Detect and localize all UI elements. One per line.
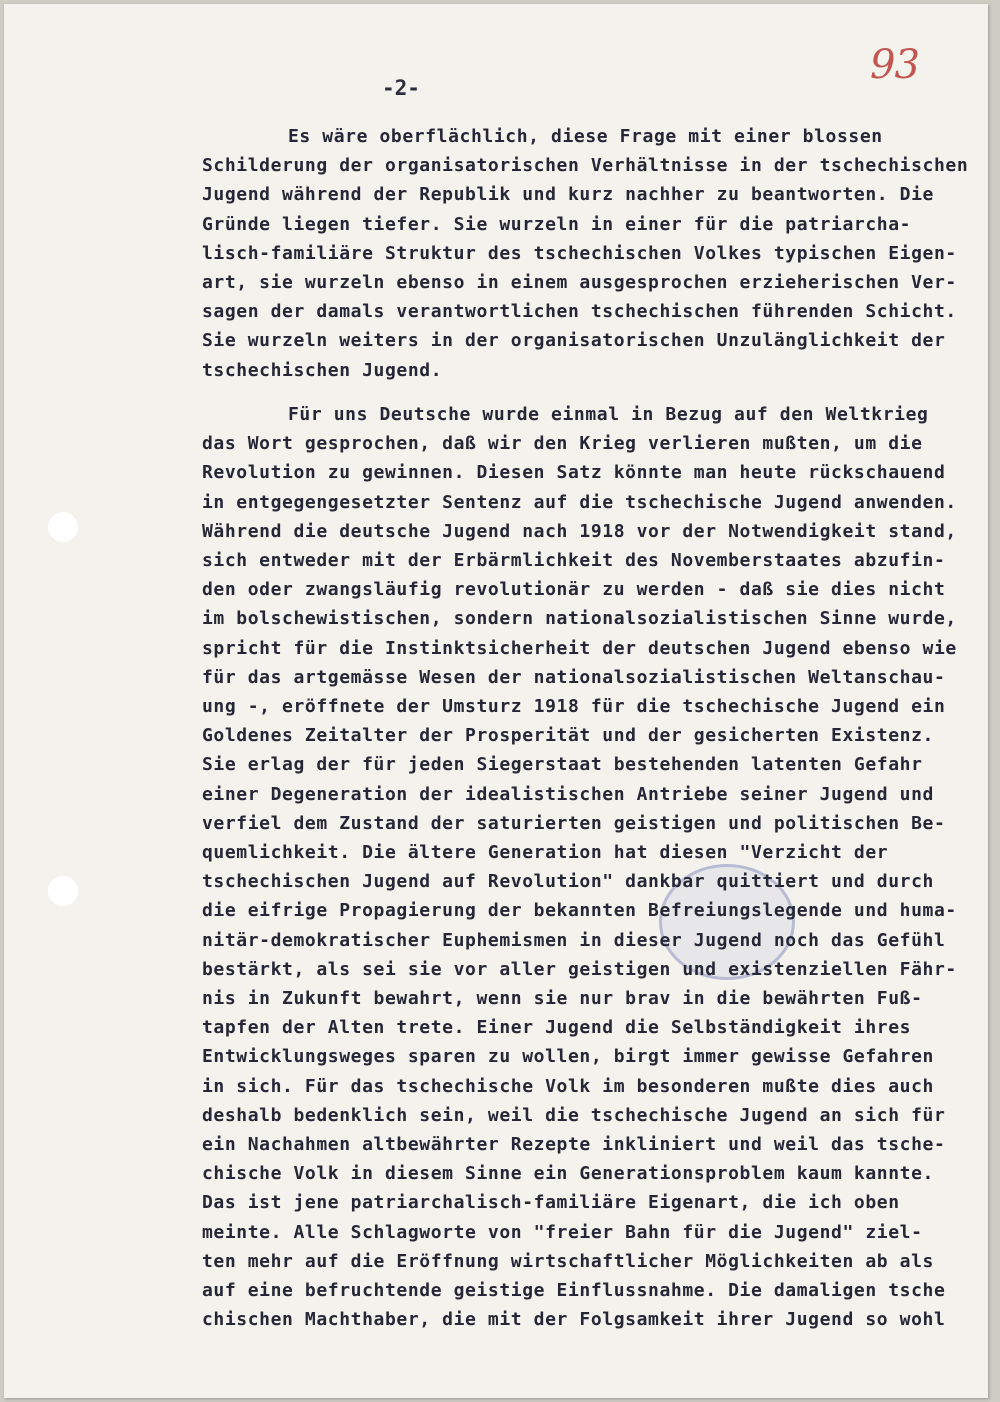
page-number: -2- (382, 76, 420, 100)
text-line: chischen Machthaber, die mit der Folgsamkeit ihrer Jugend so wohl (202, 1309, 946, 1331)
text-line: einer Degeneration der idealistischen Antriebe seiner Jugend und (202, 783, 934, 805)
text-line: sagen der damals verantwortlichen tschechischen führenden Schicht. (202, 301, 957, 323)
text-line: auf eine befruchtende geistige Einflussnahme. Die damaligen tsche (202, 1280, 946, 1301)
text-line: Während die deutsche Jugend nach 1918 vor der Notwendigkeit stand, (202, 520, 957, 542)
text-line: nis in Zukunft bewahrt, wenn sie nur brav in die bewährten Fuß- (202, 988, 923, 1009)
archive-number: 93 (870, 42, 919, 88)
text-line: spricht für die Instinktsicherheit der deutschen Jugend ebenso wie (202, 637, 957, 659)
text-line: sich entweder mit der Erbärmlichkeit des Novemberstaates abzufin- (202, 550, 946, 571)
text-line: Sie wurzeln weiters in der organisatorischen Unzulänglichkeit der (202, 330, 946, 352)
text-line: Entwicklungsweges sparen zu wollen, birgt immer gewisse Gefahren (202, 1046, 934, 1068)
text-line: Es wäre oberflächlich, diese Frage mit einer blossen (288, 126, 883, 147)
text-line: Schilderung der organisatorischen Verhältnisse in der tschechischen (202, 155, 969, 177)
punch-hole-bottom (48, 876, 78, 906)
text-line: nitär-demokratischer Euphemismen in dieser Jugend noch das Gefühl (202, 929, 946, 951)
text-line: quemlichkeit. Die ältere Generation hat diesen "Verzicht der (202, 842, 889, 863)
text-line: lisch-familiäre Struktur des tschechischen Volkes typischen Eigen- (202, 242, 957, 264)
text-line: Für uns Deutsche wurde einmal in Bezug auf den Weltkrieg (288, 404, 929, 425)
text-line: Revolution zu gewinnen. Diesen Satz könnte man heute rückschauend (202, 462, 946, 484)
text-line: Das ist jene patriarchalisch-familiäre Eigenart, die ich oben (202, 1192, 900, 1214)
text-line: den oder zwangsläufig revolutionär zu werden - daß sie dies nicht (202, 579, 946, 601)
document-page (4, 4, 988, 1398)
text-line: art, sie wurzeln ebenso in einem ausgesprochen erzieherischen Ver- (202, 272, 957, 293)
text-line: Goldenes Zeitalter der Prosperität und der gesicherten Existenz. (202, 725, 934, 747)
punch-hole-top (48, 512, 78, 542)
text-line: ung -, eröffnete der Umsturz 1918 für die tschechische Jugend ein (202, 696, 946, 717)
text-line: das Wort gesprochen, daß wir den Krieg verlieren mußten, um die (202, 433, 923, 455)
text-line: im bolschewistischen, sondern nationalsozialistischen Sinne wurde, (202, 608, 957, 630)
text-line: meinte. Alle Schlagworte von "freier Bahn für die Jugend" ziel- (202, 1221, 923, 1243)
text-line: bestärkt, als sei sie vor aller geistigen und existenziellen Fähr- (202, 958, 957, 980)
text-line: Jugend während der Republik und kurz nachher zu beantworten. Die (202, 184, 934, 206)
text-line: ten mehr auf die Eröffnung wirtschaftlicher Möglichkeiten ab als (202, 1250, 934, 1272)
text-line: Sie erlag der für jeden Siegerstaat bestehenden latenten Gefahr (202, 754, 923, 776)
text-line: deshalb bedenklich sein, weil die tschechische Jugend an sich für (202, 1104, 946, 1126)
text-line: tschechischen Jugend auf Revolution" dankbar quittiert und durch (202, 871, 934, 893)
text-line: in entgegengesetzter Sentenz auf die tschechische Jugend anwenden. (202, 491, 957, 513)
text-line: tapfen der Alten trete. Einer Jugend die Selbständigkeit ihres (202, 1017, 912, 1039)
text-line: die eifrige Propagierung der bekannten Befreiungslegende und huma- (202, 900, 957, 922)
text-line: ein Nachahmen altbewährter Rezepte inkliniert und weil das tsche- (202, 1134, 946, 1155)
text-line: chische Volk in diesem Sinne ein Generationsproblem kaum kannte. (202, 1163, 934, 1185)
text-line: Gründe liegen tiefer. Sie wurzeln in einer für die patriarcha- (202, 213, 912, 235)
text-line: in sich. Für das tschechische Volk im besonderen mußte dies auch (202, 1075, 934, 1097)
text-line: tschechischen Jugend. (202, 359, 443, 381)
text-line: verfiel dem Zustand der saturierten geistigen und politischen Be- (202, 812, 946, 834)
text-line: für das artgemässe Wesen der nationalsozialistischen Weltanschau- (202, 666, 946, 688)
